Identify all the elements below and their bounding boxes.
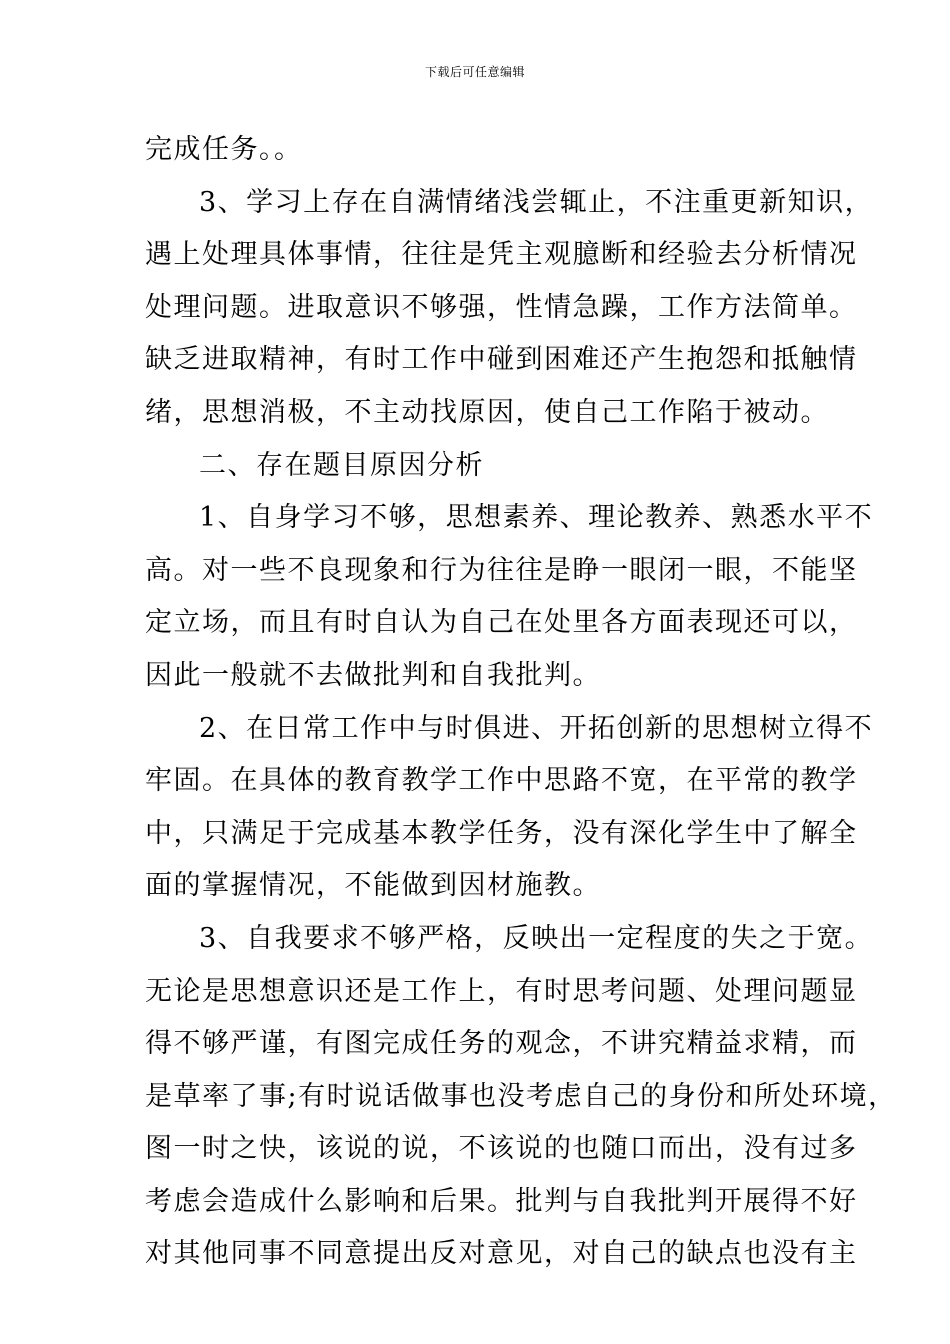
text-line: 高。对一些不良现象和行为往往是睁一眼闭一眼，不能坚 bbox=[145, 554, 858, 586]
paragraph-start-line: 3、自我要求不够严格，反映出一定程度的失之于宽。 bbox=[199, 922, 874, 954]
text-line: 遇上处理具体事情，往往是凭主观臆断和经验去分析情况 bbox=[145, 239, 858, 271]
text-line: 图一时之快，该说的说，不该说的也随口而出，没有过多 bbox=[145, 1133, 858, 1165]
text-line: 绪，思想消极，不主动找原因，使自己工作陷于被动。 bbox=[145, 396, 829, 428]
page-header: 下载后可任意编辑 bbox=[424, 65, 525, 79]
paragraph-start-line: 2、在日常工作中与时俱进、开拓创新的思想树立得不 bbox=[199, 712, 874, 744]
document-body bbox=[145, 124, 897, 1281]
text-line: 无论是思想意识还是工作上，有时思考问题、处理问题显 bbox=[145, 975, 858, 1007]
text-line: 考虑会造成什么影响和后果。批判与自我批判开展得不好 bbox=[145, 1185, 858, 1217]
text-line: 定立场，而且有时自认为自己在处里各方面表现还可以， bbox=[145, 607, 858, 639]
text-line: 得不够严谨，有图完成任务的观念，不讲究精益求精，而 bbox=[145, 1028, 858, 1060]
paragraph-start-line: 3、学习上存在自满情绪浅尝辄止，不注重更新知识， bbox=[199, 186, 874, 218]
text-line: 牢固。在具体的教育教学工作中思路不宽，在平常的教学 bbox=[145, 765, 858, 797]
text-line: 完成任务。。 bbox=[145, 134, 303, 165]
text-line: 因此一般就不去做批判和自我批判。 bbox=[145, 659, 601, 691]
paragraph-start-line: 1、自身学习不够，思想素养、理论教养、熟悉水平不 bbox=[199, 502, 874, 534]
text-line: 面的掌握情况，不能做到因材施教。 bbox=[145, 870, 601, 902]
text-line: 对其他同事不同意提出反对意见，对自己的缺点也没有主 bbox=[145, 1238, 858, 1270]
text-line: 中，只满足于完成基本教学任务，没有深化学生中了解全 bbox=[145, 817, 858, 849]
section-heading: 二、存在题目原因分析 bbox=[199, 449, 484, 481]
text-line: 处理问题。进取意识不够强，性情急躁，工作方法简单。 bbox=[145, 291, 858, 323]
text-line: 缺乏进取精神，有时工作中碰到困难还产生抱怨和抵触情 bbox=[145, 344, 858, 376]
text-line: 是草率了事;有时说话做事也没考虑自己的身份和所处环境， bbox=[145, 1080, 897, 1112]
